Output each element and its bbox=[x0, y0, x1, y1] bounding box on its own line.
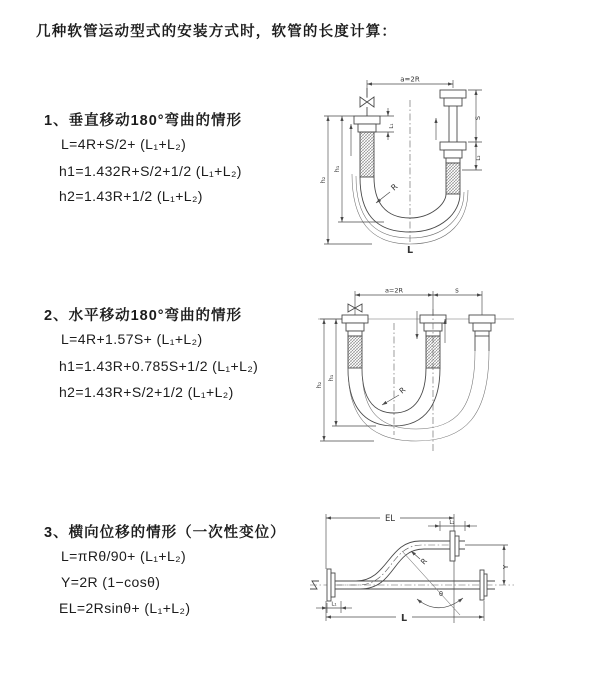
flange bbox=[450, 531, 455, 561]
radius-leader bbox=[376, 192, 390, 203]
flange bbox=[473, 323, 491, 331]
hose-arc-phantom bbox=[362, 351, 475, 429]
valve-icon bbox=[360, 97, 367, 107]
section-1-formula-h2: h2=1.43R+1/2 (L₁+L₂) bbox=[59, 188, 203, 204]
section-1-heading: 1、垂直移动180°弯曲的情形 bbox=[44, 113, 243, 129]
diagram-lateral-displacement bbox=[308, 505, 593, 653]
hose-wall bbox=[335, 541, 450, 581]
section-2-heading: 2、水平移动180°弯曲的情形 bbox=[44, 308, 243, 324]
valve-icon bbox=[355, 304, 362, 312]
section-1-formula-h1: h1=1.432R+S/2+1/2 (L₁+L₂) bbox=[59, 163, 242, 179]
flange bbox=[342, 315, 368, 323]
dim-label-h-outer: h₂ bbox=[315, 381, 323, 389]
section-2-formula-L: L=4R+1.57S+ (L₁+L₂) bbox=[61, 331, 203, 347]
braided-hose bbox=[360, 132, 374, 177]
section-3-formula-Y: Y=2R (1−cosθ) bbox=[61, 574, 161, 590]
pipe-walls bbox=[475, 336, 489, 351]
flange bbox=[440, 90, 466, 98]
dim-label-stroke: s bbox=[455, 286, 459, 295]
diagram-vertical-180-bend bbox=[312, 72, 574, 258]
pipe-stub bbox=[459, 541, 465, 549]
flange bbox=[455, 536, 459, 556]
dim-label-stroke: S bbox=[474, 115, 482, 121]
radius-leader bbox=[411, 551, 420, 559]
flange bbox=[484, 574, 487, 596]
section-2-formula-h2: h2=1.43R+S/2+1/2 (L₁+L₂) bbox=[59, 384, 234, 400]
braided-hose bbox=[446, 163, 460, 194]
flange bbox=[354, 116, 380, 124]
flange bbox=[469, 315, 495, 323]
dim-label-h-inner: h₁ bbox=[327, 374, 335, 382]
extension-lines bbox=[324, 116, 384, 244]
dim-label-radius: R bbox=[418, 556, 429, 567]
dim-label-length: L bbox=[400, 613, 408, 624]
flange-neck bbox=[475, 331, 489, 336]
dim-label-h-inner: h₁ bbox=[333, 165, 341, 173]
dim-label-end-right: L₂ bbox=[449, 520, 455, 526]
dim-label-radius: R bbox=[389, 182, 400, 193]
flange bbox=[440, 142, 466, 150]
flange bbox=[331, 573, 335, 597]
hose-centerline bbox=[335, 545, 450, 585]
dim-label-end-left: L₁ bbox=[331, 601, 337, 608]
section-3-formula-L: L=πRθ/90+ (L₁+L₂) bbox=[61, 548, 187, 564]
flange bbox=[444, 150, 462, 158]
flange bbox=[444, 98, 462, 106]
flange bbox=[480, 570, 484, 600]
diagram-horizontal-180-bend bbox=[312, 283, 592, 463]
dim-label-h-outer: h₂ bbox=[319, 176, 327, 184]
page-title: 几种软管运动型式的安装方式时，软管的长度计算： bbox=[36, 24, 398, 40]
section-2-formula-h1: h1=1.43R+0.785S+1/2 (L₁+L₂) bbox=[59, 358, 259, 374]
dim-label-end-right: L₂ bbox=[476, 155, 482, 161]
flange-neck bbox=[348, 331, 362, 336]
angle-arc bbox=[417, 598, 463, 608]
dim-label-end-left: L₁ bbox=[389, 123, 395, 129]
dim-label-span: a=2R bbox=[400, 75, 420, 84]
radius-leader bbox=[382, 395, 399, 405]
hose-arc-phantom bbox=[348, 351, 489, 441]
section-1-formula-L: L=4R+S/2+ (L₁+L₂) bbox=[61, 136, 187, 152]
valve-icon bbox=[348, 304, 355, 312]
dim-label-length: L bbox=[406, 245, 414, 256]
dim-label-radius: R bbox=[397, 385, 408, 396]
extension-lines bbox=[355, 291, 482, 315]
pipe-walls bbox=[449, 106, 457, 142]
flange bbox=[358, 124, 376, 132]
section-3-heading: 3、横向位移的情形（一次性变位） bbox=[44, 525, 286, 541]
braided-hose bbox=[348, 336, 362, 368]
extension-lines bbox=[326, 514, 454, 623]
dim-label-span: EL bbox=[384, 514, 396, 524]
flange-neck bbox=[446, 158, 460, 163]
valve-icon bbox=[367, 97, 374, 107]
flange bbox=[327, 569, 331, 601]
flange bbox=[346, 323, 364, 331]
dim-label-offset: Y bbox=[502, 564, 510, 570]
dim-label-span: a=2R bbox=[384, 286, 404, 295]
dim-label-angle: θ bbox=[439, 590, 443, 598]
section-3-formula-EL: EL=2Rsinθ+ (L₁+L₂) bbox=[59, 600, 191, 616]
